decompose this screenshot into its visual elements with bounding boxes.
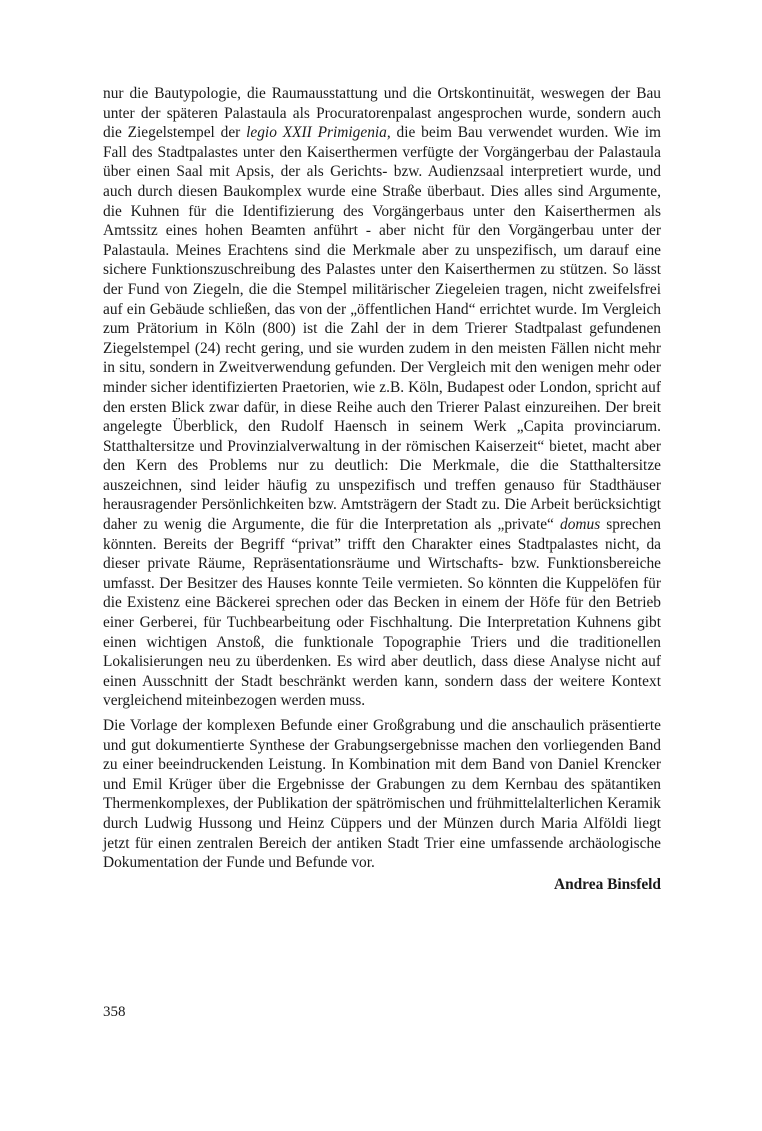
body-paragraph-2 — [103, 716, 661, 873]
text-run: sprechen könnten. Bereits der Begriff “privat” trifft den Charakter eines Stadtpalastes nicht, da dieser private Räume, Repräsentationsräume und Wirtschafts- bzw. Funktionsbereiche umfasst. Der Besitzer des Hauses konnte Teile vermieten. So könnten die Kuppelöfen für die Existenz eine Bäckerei sprechen oder das Becken in einem der Höfe für den Betrieb einer Gerberei, für Tuchbearbeitung oder Fischhaltung. Die Interpretation Kuhnens gibt einen wichtigen Anstoß, die funktionale Topographie Triers und die traditionellen Lokalisierungen neu zu überdenken. Es wird aber deutlich, dass diese Analyse nicht auf einen Ausschnitt der Stadt beschränkt werden kann, sondern dass der weitere Kontext vergleichend miteinbezogen werden muss. — [103, 516, 661, 710]
review-text-block — [103, 84, 661, 894]
italic-latin-term: legio XXII Primigenia — [246, 124, 387, 142]
italic-latin-term: domus — [560, 516, 601, 534]
page-number: 358 — [103, 1004, 126, 1020]
text-run: , die beim Bau verwendet wurden. Wie im Fall des Stadtpalastes unter den Kaiserthermen verfügte der Vorgängerbau der Palastaula über einen Saal mit Apsis, der als Gerichts- bzw. Audienzsaal interpretiert wurde, und auch durch diesen Baukomplex wurde eine Straße überbaut. Dies alles sind Argumente, die Kuhnen für die Identifizierung des Vorgängerbaus unter den Kaiserthermen als Amtssitz eines hohen Beamten anführt - aber nicht für den Vorgängerbau unter der Palastaula. Meines Erachtens sind die Merkmale aber zu unspezifisch, um darauf eine sichere Funktionszuschreibung des Palastes unter den Kaiserthermen zu stützen. So lässt der Fund von Ziegeln, die die Stempel militärischer Ziegeleien tragen, nicht zweifelsfrei auf ein Gebäude schließen, das von der „öffentlichen Hand“ errichtet wurde. Im Vergleich zum Prätorium in Köln (800) ist die Zahl der in dem Trierer Stadtpalast gefundenen Ziegelstempel (24) recht gering, und sie wurden zudem in den meisten Fällen nicht mehr in situ, sondern in Zweitverwendung gefunden. Der Vergleich mit den wenigen mehr oder minder sicher identifizierten Praetorien, wie z.B. Köln, Budapest oder London, spricht auf den ersten Blick zwar dafür, in diese Reihe auch den Trierer Palast einzureihen. Der breit angelegte Überblick, den Rudolf Haensch in seinem Werk „Capita provinciarum. Statthaltersitze und Provinzialverwaltung in der römischen Kaiserzeit“ bietet, macht aber den Kern des Problems nur zu deutlich: Die Merkmale, die die Statthaltersitze auszeichnen, sind leider häufig zu unspezifisch und treffen genauso für Stadthäuser herausragender Persönlichkeiten bzw. Amtsträgern der Stadt zu. Die Arbeit berücksichtigt daher zu wenig die Argumente, die für die Interpretation als „private“ — [103, 124, 661, 534]
text-run: Die Vorlage der komplexen Befunde einer Großgrabung und die anschaulich präsentierte und gut dokumentierte Synthese der Grabungsergebnisse machen den vorliegenden Band zu einer beeindruckenden Leistung. In Kombination mit dem Band von Daniel Krencker und Emil Krüger über die Ergebnisse der Grabungen zu dem Kernbau des spätantiken Thermenkomplexes, der Publikation der spätrömischen und frühmittelalterlichen Keramik durch Ludwig Hussong und Heinz Cüppers und der Münzen durch Maria Alföldi liegt jetzt für einen zentralen Bereich der antiken Stadt Trier eine umfassende archäologische Dokumentation der Funde und Befunde vor. — [103, 717, 661, 872]
author-signature: Andrea Binsfeld — [553, 875, 661, 893]
body-paragraph-1 — [103, 84, 661, 711]
text-run: nur die Bautypologie, die Raumausstattung und die Ortskontinuität, weswegen der Bau unter der späteren Palastaula als Procuratorenpalast angesprochen wurde, sondern auch die Ziegelstempel der — [103, 85, 661, 142]
